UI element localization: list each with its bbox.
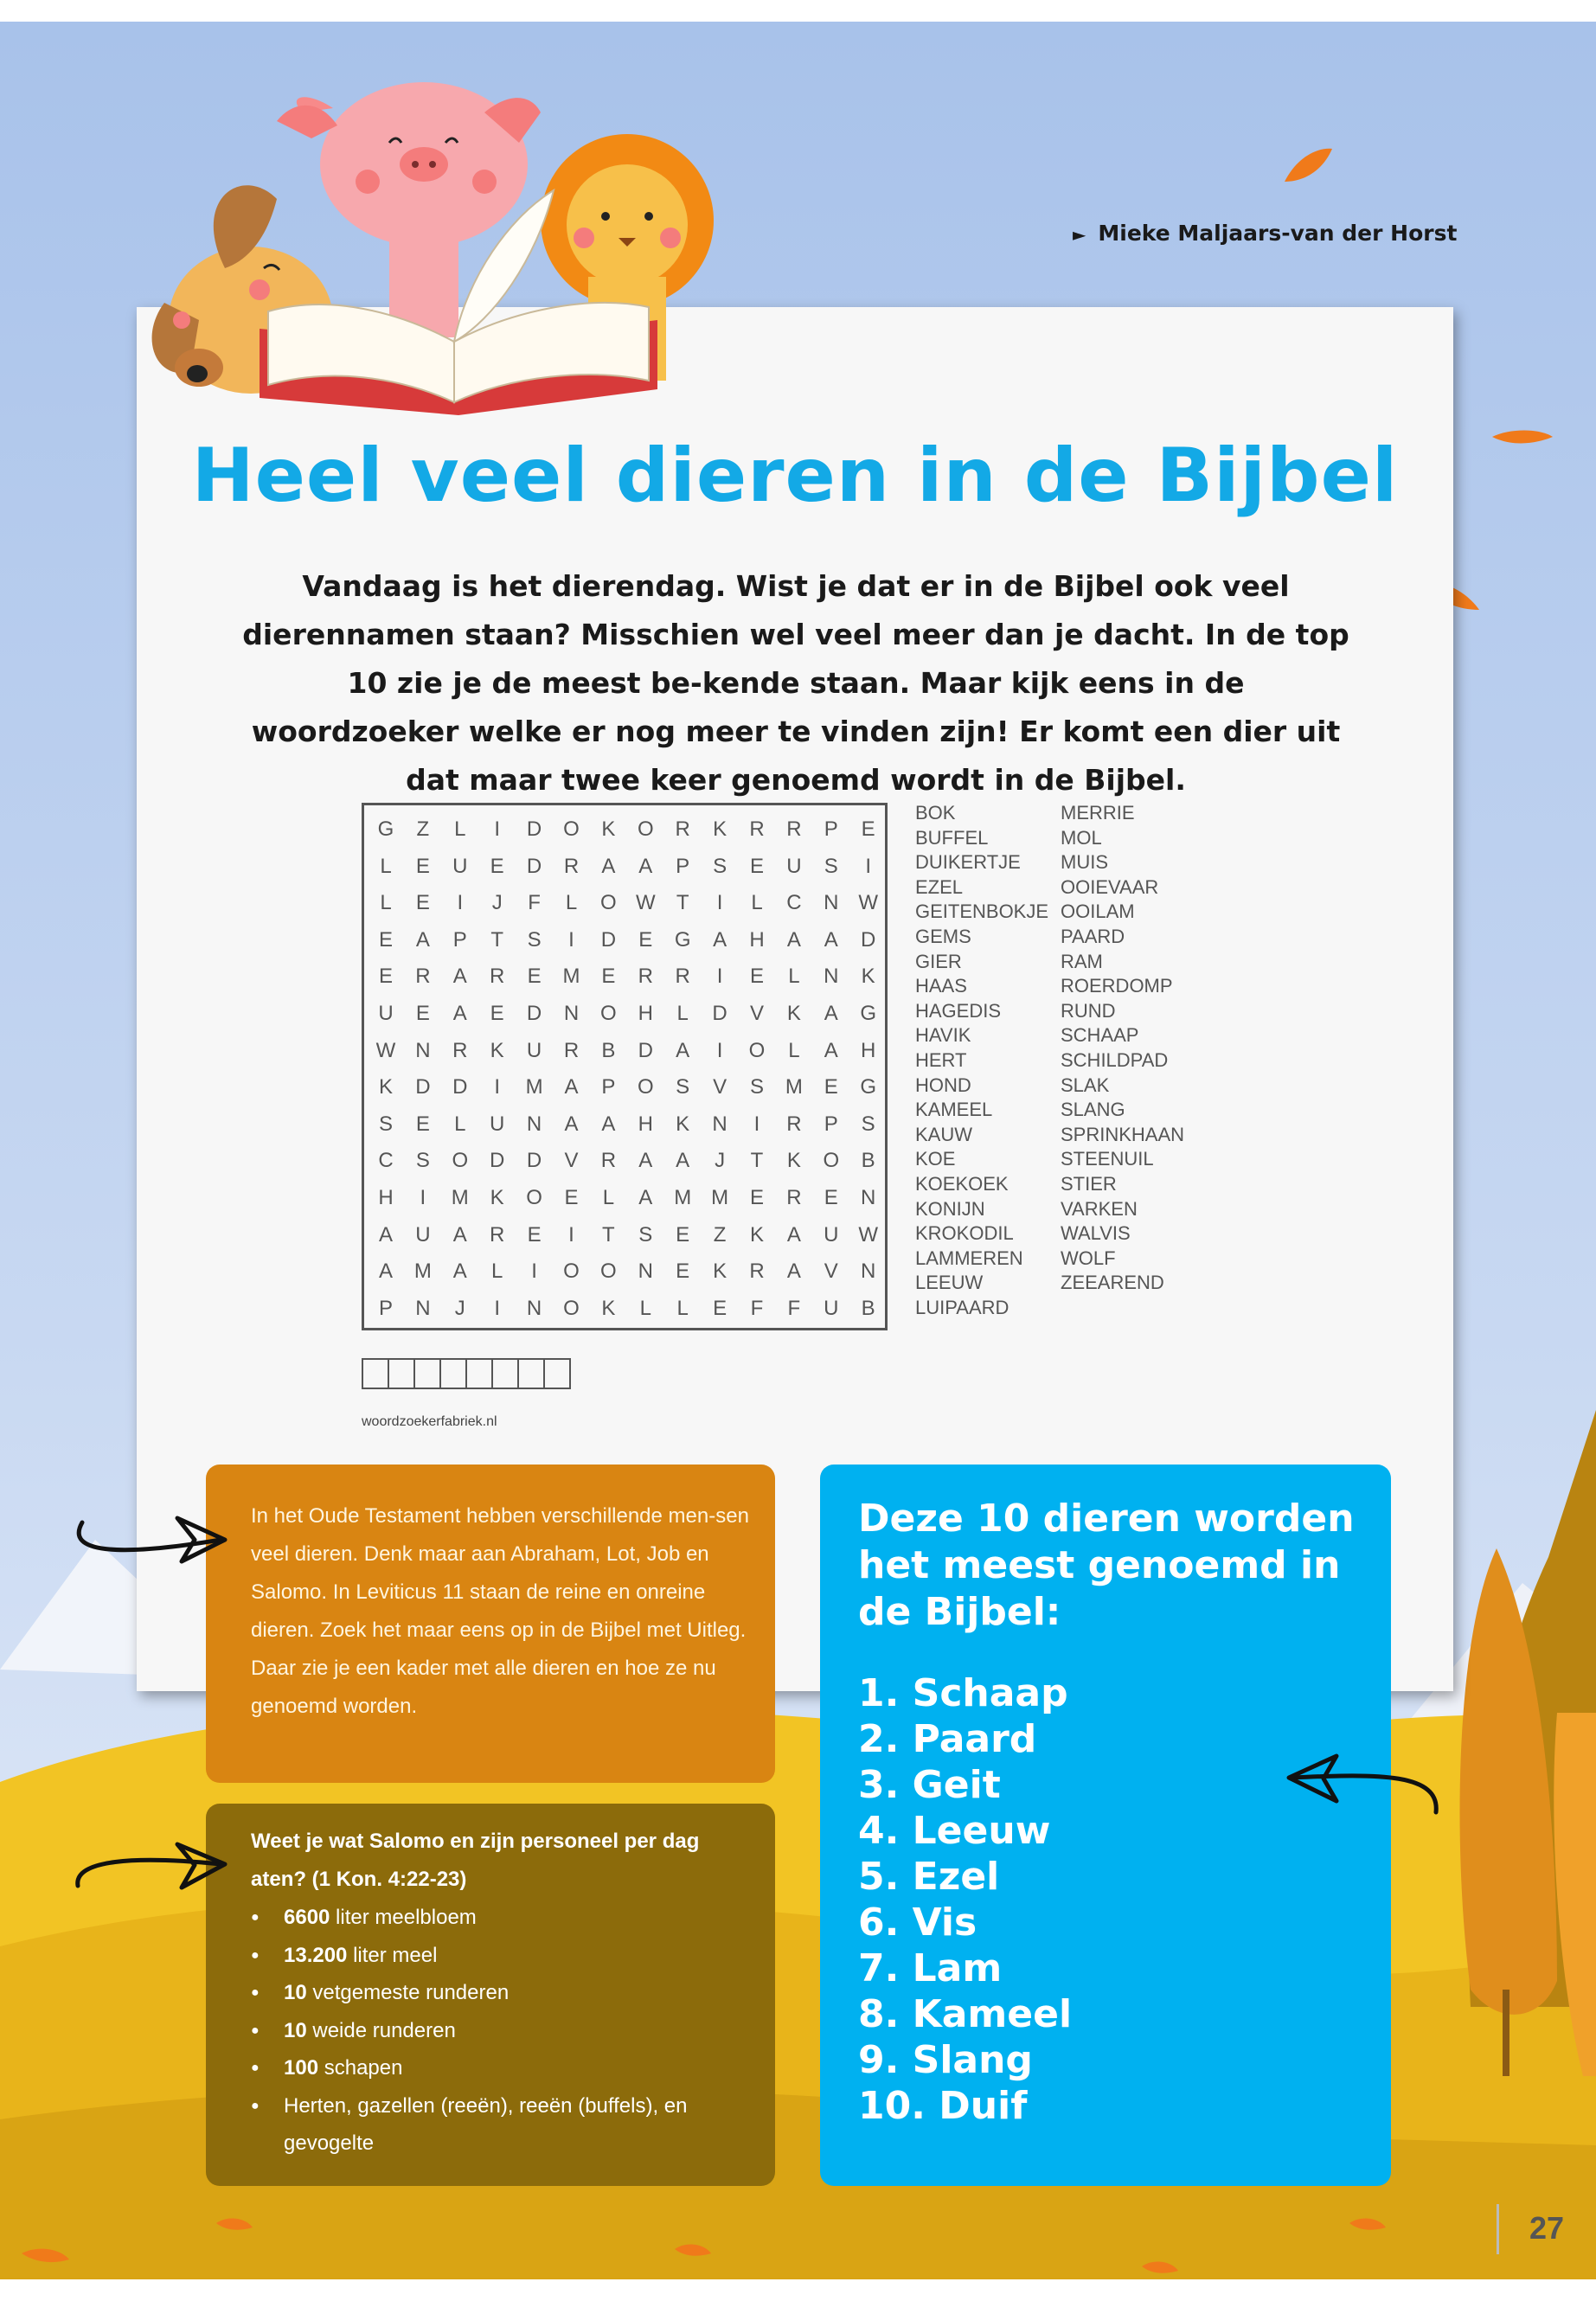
food-list-item: ● 100 schapen (251, 2049, 744, 2087)
grid-letter: L (565, 891, 578, 915)
word-list-item: KONIJN (915, 1197, 985, 1220)
grid-letter: A (824, 1002, 838, 1025)
page-number-divider (1497, 2204, 1499, 2254)
grid-letter: N (638, 1259, 653, 1284)
grid-letter: R (415, 965, 431, 989)
word-list-item: LUIPAARD (915, 1296, 1010, 1318)
grid-letter: O (452, 1149, 469, 1173)
grid-letter: E (601, 965, 616, 989)
grid-letter: F (787, 1296, 801, 1320)
word-list-column-2 (1061, 801, 1184, 1296)
food-list-item: ● 13.200 liter meel (251, 1937, 744, 1975)
grid-letter: N (824, 965, 839, 989)
grid-letter: K (786, 1002, 801, 1025)
grid-letter: K (378, 1075, 393, 1099)
grid-letter: L (639, 1296, 651, 1320)
grid-letter: U (786, 854, 802, 878)
arrow-left-icon (1276, 1739, 1449, 1834)
grid-letter: L (491, 1259, 503, 1284)
answer-box[interactable] (388, 1358, 415, 1389)
grid-letter: O (563, 1296, 580, 1320)
word-list-item: OOIEVAAR (1061, 875, 1159, 898)
food-list-item: ● Herten, gazellen (reeën), reeën (buffels), en gevogelte (251, 2087, 744, 2163)
grid-letter: N (415, 1296, 431, 1320)
grid-letter: A (452, 1002, 467, 1025)
word-list-item: ROERDOMP (1061, 975, 1173, 997)
word-list-item: GIER (915, 950, 962, 972)
grid-letter: R (563, 1038, 580, 1062)
grid-letter: A (676, 1149, 690, 1173)
grid-letter: L (380, 854, 392, 878)
byline-marker-icon: ► (1073, 224, 1086, 245)
top10-item: 1. Schaap (858, 1671, 1068, 1715)
grid-letter: M (451, 1186, 469, 1209)
word-list-item: WALVIS (1061, 1222, 1131, 1245)
grid-letter: K (490, 1038, 504, 1062)
grid-letter: I (568, 927, 574, 952)
arrow-right-icon (65, 1834, 238, 1912)
grid-letter: O (637, 817, 654, 841)
grid-letter: R (563, 854, 580, 878)
grid-letter: M (413, 1259, 432, 1284)
grid-letter: E (713, 1296, 727, 1320)
grid-letter: A (601, 854, 616, 878)
word-list-item: KAMEEL (915, 1099, 993, 1121)
word-list-item: LAMMEREN (915, 1247, 1023, 1269)
intro-paragraph: Vandaag is het dierendag. Wist je dat er in de Bijbel ook veel dierennamen staan? Misschien wel veel meer dan je dacht. In de top 10 zie je de meest be-kende staan. Maar kijk eens in de woordzoeker welke er nog meer te vinden zijn! Er komt een dier uit dat maar twee keer genoemd wordt in de Bijbel. (242, 569, 1349, 797)
grid-letter: W (858, 1222, 879, 1247)
answer-box[interactable] (517, 1358, 545, 1389)
grid-letter: A (452, 965, 467, 989)
animals-reading-book-illustration (104, 61, 744, 441)
grid-letter: L (788, 965, 800, 989)
grid-letter: E (676, 1259, 690, 1284)
grid-letter: U (378, 1002, 394, 1025)
word-list-item: LEEUW (915, 1272, 984, 1294)
grid-letter: R (675, 817, 690, 841)
grid-letter: M (711, 1186, 729, 1209)
grid-letter: A (786, 1259, 801, 1284)
grid-letter: L (788, 1038, 800, 1062)
salomo-food-box (206, 1804, 775, 2186)
word-list-item: PAARD (1061, 925, 1125, 947)
grid-letter: S (415, 1149, 430, 1173)
word-list-item: HAAS (915, 975, 967, 997)
grid-letter: D (638, 1038, 653, 1062)
grid-letter: G (674, 927, 691, 952)
grid-letter: A (824, 927, 838, 952)
grid-letter: A (786, 1222, 801, 1247)
word-list-item: HERT (915, 1048, 967, 1071)
grid-letter: E (638, 927, 653, 952)
grid-letter: H (749, 927, 765, 952)
answer-box[interactable] (439, 1358, 467, 1389)
word-list-item: OOILAM (1061, 901, 1135, 923)
arrow-right-icon (65, 1501, 238, 1579)
top10-item: 10. Duif (858, 2084, 1028, 2128)
grid-letter: T (490, 927, 504, 952)
grid-letter: R (675, 965, 690, 989)
grid-letter: W (858, 891, 879, 915)
grid-letter: L (676, 1296, 689, 1320)
word-list-column-1 (915, 801, 1048, 1320)
word-list-item: SPRINKHAAN (1061, 1123, 1185, 1145)
grid-letter: P (601, 1075, 616, 1099)
grid-letter: A (676, 1038, 690, 1062)
grid-letter: I (420, 1186, 426, 1209)
word-list-item: STIER (1061, 1172, 1117, 1195)
grid-letter: T (602, 1222, 615, 1247)
grid-letter: M (525, 1075, 543, 1099)
word-list-item: SCHAAP (1061, 1024, 1139, 1047)
grid-letter: R (786, 817, 802, 841)
grid-letter: W (375, 1038, 396, 1062)
grid-letter: K (601, 1296, 616, 1320)
word-list-item: BUFFEL (915, 826, 989, 849)
grid-letter: H (638, 1112, 653, 1136)
grid-letter: N (712, 1112, 727, 1136)
grid-letter: E (378, 965, 393, 989)
word-list-item: SCHILDPAD (1061, 1048, 1169, 1071)
word-list-item: RUND (1061, 999, 1116, 1022)
testament-info-box (206, 1465, 775, 1783)
grid-letter: N (526, 1296, 542, 1320)
grid-letter: E (527, 965, 542, 989)
page-number: 27 (1529, 2210, 1565, 2246)
grid-letter: A (824, 1038, 838, 1062)
word-list-item: KROKODIL (915, 1222, 1014, 1245)
grid-letter: R (490, 965, 505, 989)
word-list-item: WOLF (1061, 1247, 1116, 1269)
grid-letter: N (563, 1002, 580, 1025)
grid-letter: W (635, 891, 656, 915)
grid-letter: E (527, 1222, 542, 1247)
grid-letter: S (527, 927, 542, 952)
word-list-item: ZEEAREND (1061, 1272, 1164, 1294)
grid-letter: M (785, 1075, 803, 1099)
grid-letter: S (378, 1112, 393, 1136)
grid-letter: O (748, 1038, 766, 1062)
grid-letter: M (674, 1186, 692, 1209)
author-name: Mieke Maljaars-van der Horst (1098, 221, 1458, 246)
grid-letter: E (861, 817, 875, 841)
grid-letter: H (861, 1038, 876, 1062)
grid-letter: G (377, 817, 394, 841)
grid-letter: B (861, 1149, 875, 1173)
grid-letter: R (749, 1259, 765, 1284)
word-list-item: MOL (1061, 826, 1102, 849)
grid-letter: G (860, 1002, 877, 1025)
word-search-grid (362, 803, 888, 1330)
top10-list (858, 1670, 1072, 2129)
grid-letter: A (638, 1149, 653, 1173)
grid-letter: D (526, 1002, 542, 1025)
grid-letter: C (378, 1149, 394, 1173)
grid-letter: O (563, 817, 580, 841)
top10-heading: Deze 10 dieren worden het meest genoemd in de Bijbel: (858, 1497, 1355, 1634)
grid-letter: N (526, 1112, 542, 1136)
grid-letter: B (601, 1038, 616, 1062)
grid-letter: D (452, 1075, 468, 1099)
grid-letter: N (415, 1038, 431, 1062)
grid-letter: M (562, 965, 580, 989)
word-list-item: KOEKOEK (915, 1172, 1009, 1195)
grid-letter: E (824, 1075, 838, 1099)
grid-letter: J (715, 1149, 726, 1173)
grid-letter: E (415, 891, 430, 915)
grid-letter: F (750, 1296, 764, 1320)
salomo-question: Weet je wat Salomo en zijn personeel per dag aten? (1 Kon. 4:22-23) (251, 1830, 700, 1891)
grid-letter: I (753, 1112, 760, 1136)
grid-letter: E (415, 1002, 430, 1025)
grid-letter: E (415, 854, 430, 878)
grid-letter: K (713, 817, 727, 841)
grid-letter: P (824, 1112, 838, 1136)
grid-letter: F (528, 891, 541, 915)
top10-item: 2. Paard (858, 1717, 1037, 1761)
grid-letter: I (494, 1296, 501, 1320)
grid-letter: O (563, 1259, 580, 1284)
grid-letter: H (378, 1186, 394, 1209)
word-list-item: EZEL (915, 875, 964, 898)
grid-letter: D (712, 1002, 727, 1025)
grid-letter: A (452, 1222, 467, 1247)
grid-letter: E (378, 927, 393, 952)
word-list-item: GEITENBOKJE (915, 901, 1049, 923)
grid-letter: R (452, 1038, 468, 1062)
grid-letter: O (600, 1259, 617, 1284)
food-list-item: ● 10 vetgemeste runderen (251, 1974, 744, 2012)
grid-letter: I (494, 817, 501, 841)
grid-letter: U (824, 1222, 839, 1247)
grid-letter: R (600, 1149, 617, 1173)
grid-letter: A (378, 1259, 393, 1284)
food-list (251, 1899, 744, 2163)
grid-letter: Z (713, 1222, 727, 1247)
grid-letter: A (638, 1186, 653, 1209)
word-list-item: VARKEN (1061, 1197, 1138, 1220)
word-list-item: SLANG (1061, 1099, 1125, 1121)
top10-item: 9. Slang (858, 2038, 1033, 2082)
top10-item: 8. Kameel (858, 1992, 1073, 2036)
grid-letter: E (564, 1186, 579, 1209)
grid-letter: V (749, 1002, 764, 1025)
word-list-item: HAVIK (915, 1024, 971, 1047)
grid-letter: A (564, 1112, 579, 1136)
grid-letter: L (751, 891, 763, 915)
grid-letter: E (676, 1222, 690, 1247)
word-list-item: DUIKERTJE (915, 851, 1021, 874)
grid-letter: U (452, 854, 468, 878)
grid-letter: D (490, 1149, 505, 1173)
grid-letter: E (824, 1186, 838, 1209)
grid-letter: S (638, 1222, 653, 1247)
answer-box[interactable] (362, 1358, 389, 1389)
grid-letter: I (494, 1075, 501, 1099)
grid-letter: I (716, 965, 723, 989)
grid-letter: H (638, 1002, 653, 1025)
grid-letter: U (490, 1112, 505, 1136)
grid-letter: K (861, 965, 875, 989)
author-byline (1073, 221, 1457, 246)
grid-letter: K (786, 1149, 801, 1173)
grid-letter: K (601, 817, 616, 841)
grid-letter: L (454, 817, 466, 841)
grid-letter: A (638, 854, 653, 878)
grid-letter: E (490, 1002, 504, 1025)
grid-letter: P (824, 817, 838, 841)
grid-letter: K (749, 1222, 764, 1247)
grid-letter: O (600, 1002, 617, 1025)
grid-letter: S (749, 1075, 764, 1099)
grid-letter: E (749, 1186, 764, 1209)
grid-letter: U (824, 1296, 839, 1320)
grid-letter: R (786, 1186, 802, 1209)
grid-letter: D (861, 927, 876, 952)
answer-box[interactable] (543, 1358, 571, 1389)
grid-letter: R (749, 817, 765, 841)
grid-letter: V (564, 1149, 579, 1173)
grid-letter: E (490, 854, 504, 878)
grid-letter: A (564, 1075, 579, 1099)
answer-box[interactable] (491, 1358, 519, 1389)
grid-letter: T (676, 891, 689, 915)
answer-box[interactable] (465, 1358, 493, 1389)
word-list-item: HOND (915, 1074, 971, 1096)
puzzle-source: woordzoekerfabriek.nl (362, 1414, 497, 1429)
grid-letter: V (824, 1259, 838, 1284)
answer-box[interactable] (413, 1358, 441, 1389)
word-list-item: MERRIE (1061, 802, 1135, 824)
page-title: Heel veel dieren in de Bijbel (191, 433, 1399, 519)
grid-letter: I (568, 1222, 574, 1247)
grid-letter: O (823, 1149, 840, 1173)
grid-letter: L (454, 1112, 466, 1136)
grid-letter: D (600, 927, 617, 952)
word-list-item: MUIS (1061, 851, 1108, 874)
grid-letter: A (415, 927, 430, 952)
grid-letter: T (750, 1149, 764, 1173)
grid-letter: S (861, 1112, 875, 1136)
grid-letter: C (786, 891, 802, 915)
word-list-item: KOE (915, 1148, 956, 1170)
grid-letter: O (600, 891, 617, 915)
grid-letter: G (860, 1075, 877, 1099)
grid-letter: I (865, 854, 872, 878)
top10-item: 4. Leeuw (858, 1809, 1051, 1853)
grid-letter: P (452, 927, 467, 952)
word-list-item: HAGEDIS (915, 999, 1002, 1022)
grid-letter: J (491, 891, 503, 915)
grid-letter: S (676, 1075, 690, 1099)
grid-letter: D (526, 854, 542, 878)
grid-letter: L (602, 1186, 615, 1209)
grid-letter: A (378, 1222, 393, 1247)
grid-letter: R (786, 1112, 802, 1136)
grid-letter: P (378, 1296, 393, 1320)
grid-letter: L (676, 1002, 689, 1025)
grid-letter: E (749, 965, 764, 989)
grid-letter: K (676, 1112, 690, 1136)
grid-letter: A (786, 927, 801, 952)
word-list-item: STEENUIL (1061, 1148, 1154, 1170)
top10-item: 6. Vis (858, 1900, 977, 1945)
grid-letter: L (380, 891, 392, 915)
grid-letter: R (638, 965, 653, 989)
top10-item: 5. Ezel (858, 1855, 1000, 1899)
top10-item: 3. Geit (858, 1763, 1001, 1807)
word-list-item: SLAK (1061, 1074, 1110, 1096)
answer-boxes (362, 1358, 569, 1388)
word-list-item: RAM (1061, 950, 1103, 972)
grid-letter: S (824, 854, 838, 878)
testament-info-text: In het Oude Testament hebben verschillende men-sen veel dieren. Denk maar aan Abraham, Lot, Job en Salomo. In Leviticus 11 staan de reine en onreine dieren. Zoek het maar eens op in de Bijbel met Uitleg. Daar zie je een kader met alle dieren en hoe ze nu genoemd worden. (251, 1504, 749, 1718)
grid-letter: I (716, 1038, 723, 1062)
grid-letter: E (749, 854, 764, 878)
top10-item: 7. Lam (858, 1946, 1003, 1990)
grid-letter: N (861, 1259, 876, 1284)
grid-letter: Z (416, 817, 430, 841)
grid-letter: A (601, 1112, 616, 1136)
grid-letter: N (861, 1186, 876, 1209)
grid-letter: B (861, 1296, 875, 1320)
food-list-item: ● 6600 liter meelbloem (251, 1899, 744, 1937)
grid-letter: U (526, 1038, 542, 1062)
grid-letter: P (676, 854, 690, 878)
grid-letter: I (531, 1259, 537, 1284)
grid-letter: V (713, 1075, 727, 1099)
word-list-item: KAUW (915, 1123, 972, 1145)
grid-letter: O (526, 1186, 542, 1209)
grid-letter: D (526, 817, 542, 841)
food-list-item: ● 10 weide runderen (251, 2012, 744, 2050)
grid-letter: J (454, 1296, 465, 1320)
word-list-item: GEMS (915, 925, 971, 947)
word-list-item: BOK (915, 802, 956, 824)
grid-letter: K (490, 1186, 504, 1209)
grid-letter: I (716, 891, 723, 915)
grid-letter: A (452, 1259, 467, 1284)
grid-letter: I (457, 891, 464, 915)
grid-letter: R (490, 1222, 505, 1247)
grid-letter: O (637, 1075, 654, 1099)
grid-letter: N (824, 891, 839, 915)
grid-letter: D (415, 1075, 431, 1099)
grid-letter: S (713, 854, 727, 878)
grid-letter: A (713, 927, 727, 952)
grid-letter: U (415, 1222, 431, 1247)
grid-letter: E (415, 1112, 430, 1136)
grid-letter: D (526, 1149, 542, 1173)
grid-letter: K (713, 1259, 727, 1284)
